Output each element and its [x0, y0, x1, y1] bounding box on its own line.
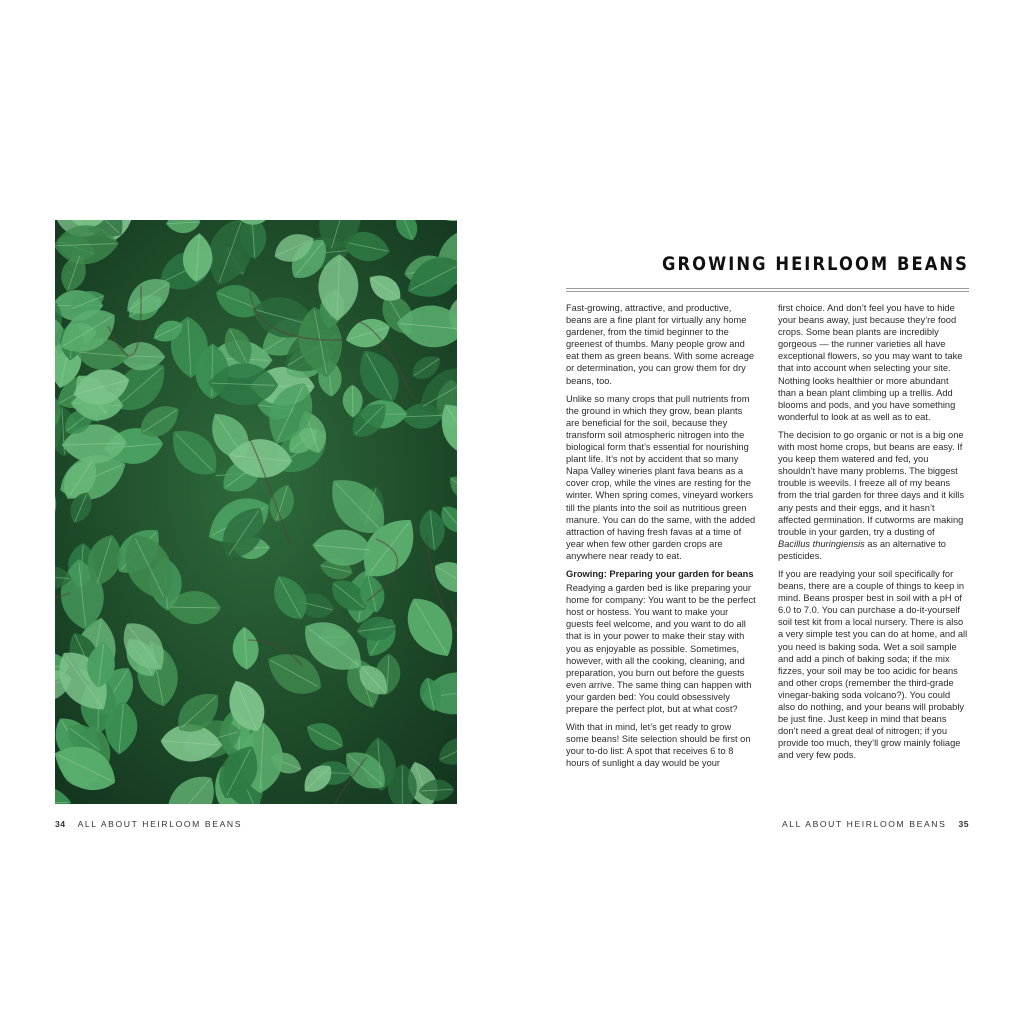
text-column-left [566, 302, 756, 775]
running-head-left: ALL ABOUT HEIRLOOM BEANS [77, 819, 243, 829]
page-number-left: 34 [55, 819, 66, 829]
species-name: Bacillus thuringiensis [778, 538, 865, 549]
paragraph [778, 429, 968, 562]
running-head-right: ALL ABOUT HEIRLOOM BEANS [781, 819, 947, 829]
paragraph: Readying a garden bed is like preparing your home for company: You want to be the perfect host or hostess. You want to make your guests feel welcome, and you want to do all that is in your power to make their stay with you as enjoyable as possible. Sometimes, however, with all the cooking, cleaning, and preparation, you burn out before the guests even arrive. The same thing can happen with your garden bed: You could obsessively prepare the perfect plot, but at what cost? [566, 583, 756, 714]
right-page-footer [782, 819, 969, 829]
paragraph: If you are readying your soil specifically for beans, there are a couple of things to keep in mind. Beans prosper best in soil with a pH of 6.0 to 7.0. You can purchase a do-it-yourself soil test kit from a local nursery. There is also a very simple test you can do at home, and all you need is baking soda. Wet a soil sample and add a pinch of baking soda; if the mix fizzes, your soil may be too acidic for beans and other crops (remember the third-grade vinegar-baking soda volcano?). You could also do nothing, and your beans will probably be just fine. Just keep in mind that beans don’t need a great deal of nitrogen; if you provide too much, they’ll grow mainly foliage and very few pods. [778, 568, 968, 761]
paragraph: Unlike so many crops that pull nutrients from the ground in which they grow, bean plants are beneficial for the soil, because they transform soil atmospheric nitrogen into the biological form that’s essential for nourishing plant life. It’s not by accident that so many Napa Valley wineries plant fava beans as a cover crop, while the vines are resting for the winter. When spring comes, vineyard workers till the plants into the soil as nutritious green manure. You can do the same, with the added attraction of having fresh favas at a time of year when few other garden crops are anywhere near ready to eat. [566, 393, 756, 561]
paragraph-text: as an alternative to pesticides. [778, 538, 946, 561]
paragraph-text: The decision to go organic or not is a big one with most home crops, but beans are easy. If you keep them watered and fed, you shouldn’t have many problems. The biggest trouble is weevils. I freeze all of my beans from the trial garden for three days and it kills any pests and their eggs, and it hasn’t affected germination. If cutworms are making trouble in your garden, try a dusting of [778, 429, 965, 537]
page-number-right: 35 [958, 819, 969, 829]
paragraph: Fast-growing, attractive, and productive, beans are a fine plant for virtually any home gardener, from the timid beginner to the greenest of thumbs. Many people grow and eat them as green beans. With some acreage or determination, you can grow them for dry beans, too. [566, 303, 755, 386]
bean-leaves-photo [55, 220, 457, 804]
left-page-footer [55, 819, 242, 829]
page-title: GROWING HEIRLOOM BEANS [662, 253, 969, 275]
section-subhead: Growing: Preparing your garden for beans [566, 568, 754, 579]
text-column-right [778, 302, 968, 767]
paragraph: With that in mind, let’s get ready to grow some beans! Site selection should be first on your to-do list: A spot that receives 6 to 8 hours of sunlight a day would be your [566, 722, 751, 769]
bean-leaves-image [55, 220, 457, 804]
title-double-rule [566, 288, 969, 292]
paragraph: first choice. And don’t feel you have to hide your beans away, just because they’re food crops. Some bean plants are incredibly gorgeous — the runner varieties all have exceptional flowers, so you may want to take that into account when selecting your site. Nothing looks healthier or more abundant than a bean plant climbing up a trellis. Add blooms and pods, and you have something wonderful to look at as well as to eat. [778, 303, 963, 422]
